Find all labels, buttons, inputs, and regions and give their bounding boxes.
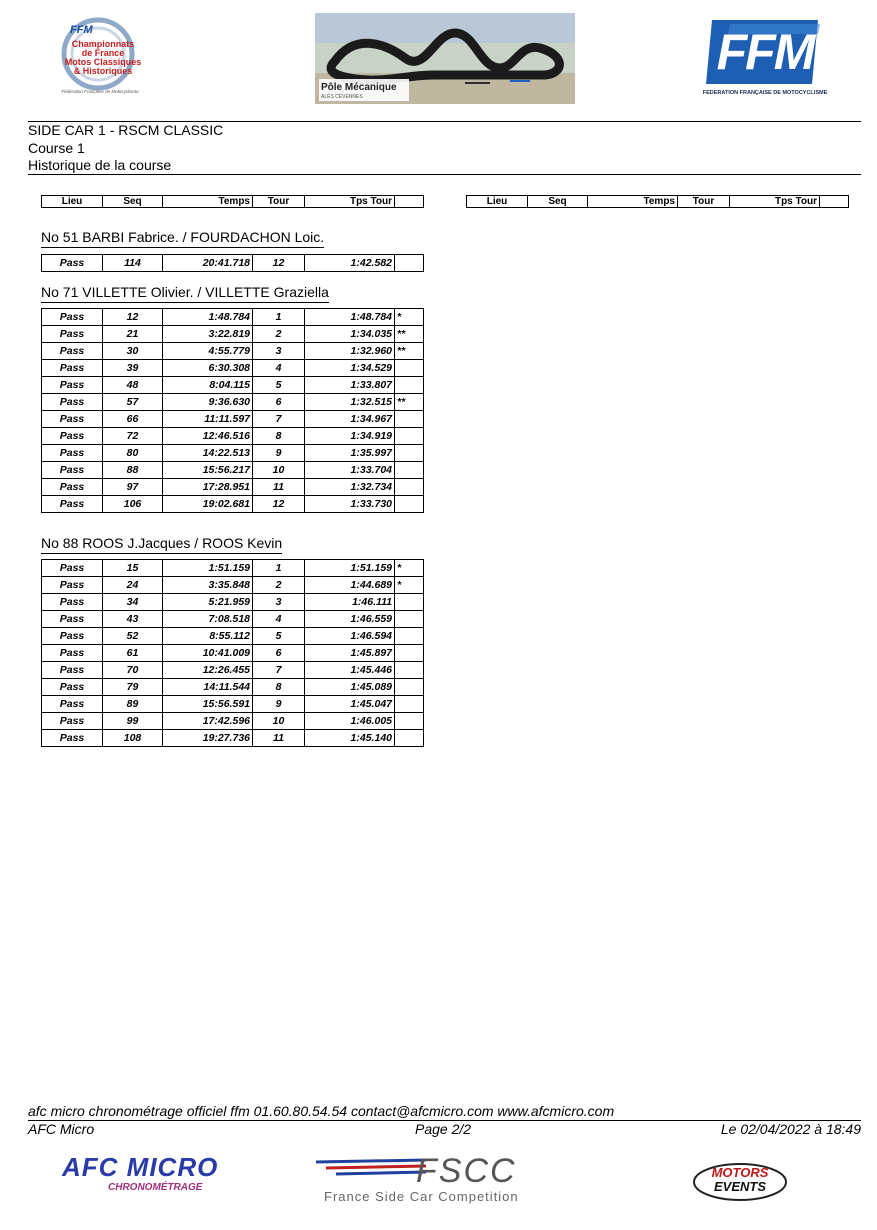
col-lieu: Lieu — [467, 196, 528, 208]
lap-row — [42, 445, 424, 462]
lap-temps: 12:46.516 — [163, 428, 253, 445]
lap-row — [42, 577, 424, 594]
ffm-brand-text: FFM — [716, 24, 814, 80]
lap-best-flag — [395, 462, 424, 479]
logo-ffm-text: FFM — [70, 24, 93, 36]
footer-contact: afc micro chronométrage officiel ffm 01.60.80.54.54 contact@afcmicro.com www.afcmicro.com — [28, 1103, 615, 1119]
race-course-title: Course 1 — [28, 140, 85, 156]
afc-micro-logo — [62, 1152, 237, 1202]
lap-temps: 5:21.959 — [163, 594, 253, 611]
lap-seq: 34 — [103, 594, 163, 611]
lap-tps-tour: 1:45.140 — [305, 730, 395, 747]
lap-temps: 15:56.591 — [163, 696, 253, 713]
lap-tour: 3 — [253, 594, 305, 611]
lap-tour: 7 — [253, 662, 305, 679]
motors-text: MOTORS — [711, 1165, 769, 1180]
ffm-logo — [700, 14, 830, 104]
lap-tour: 7 — [253, 411, 305, 428]
lap-tour: 5 — [253, 628, 305, 645]
lap-temps: 19:02.681 — [163, 496, 253, 513]
lap-best-flag — [395, 594, 424, 611]
lap-tour: 2 — [253, 577, 305, 594]
col-seq: Seq — [528, 196, 588, 208]
lap-row — [42, 713, 424, 730]
lap-seq: 108 — [103, 730, 163, 747]
col-lieu: Lieu — [42, 196, 103, 208]
lap-temps: 3:35.848 — [163, 577, 253, 594]
lap-tour: 9 — [253, 696, 305, 713]
lap-temps: 17:28.951 — [163, 479, 253, 496]
header-rule-bottom — [28, 174, 861, 175]
lap-lieu: Pass — [42, 326, 103, 343]
lap-best-flag: ** — [395, 343, 424, 360]
lap-seq: 21 — [103, 326, 163, 343]
lap-tour: 3 — [253, 343, 305, 360]
col-tour: Tour — [253, 196, 305, 208]
lap-tps-tour: 1:34.919 — [305, 428, 395, 445]
lap-row — [42, 428, 424, 445]
fscc-logo — [316, 1152, 602, 1207]
lap-tps-tour: 1:33.704 — [305, 462, 395, 479]
lap-lieu: Pass — [42, 394, 103, 411]
lap-row — [42, 662, 424, 679]
lap-temps: 17:42.596 — [163, 713, 253, 730]
ffm-championnats-logo — [40, 14, 160, 102]
lap-row — [42, 496, 424, 513]
lap-best-flag — [395, 360, 424, 377]
lap-lieu: Pass — [42, 360, 103, 377]
lap-seq: 106 — [103, 496, 163, 513]
lap-seq: 39 — [103, 360, 163, 377]
lap-tps-tour: 1:48.784 — [305, 309, 395, 326]
fscc-sub: France Side Car Competition — [324, 1189, 519, 1204]
col-flag — [820, 196, 849, 208]
lap-seq: 30 — [103, 343, 163, 360]
lap-tour: 12 — [253, 255, 305, 272]
lap-tps-tour: 1:45.897 — [305, 645, 395, 662]
lap-temps: 11:11.597 — [163, 411, 253, 428]
lap-seq: 88 — [103, 462, 163, 479]
lap-seq: 114 — [103, 255, 163, 272]
col-tps-tour: Tps Tour — [305, 196, 395, 208]
lap-temps: 1:48.784 — [163, 309, 253, 326]
lap-tps-tour: 1:34.035 — [305, 326, 395, 343]
lap-best-flag: ** — [395, 394, 424, 411]
lap-temps: 20:41.718 — [163, 255, 253, 272]
lap-seq: 66 — [103, 411, 163, 428]
lap-lieu: Pass — [42, 577, 103, 594]
lap-tour: 4 — [253, 360, 305, 377]
lap-lieu: Pass — [42, 560, 103, 577]
lap-row — [42, 394, 424, 411]
lap-row — [42, 255, 424, 272]
lap-lieu: Pass — [42, 645, 103, 662]
lap-tour: 11 — [253, 730, 305, 747]
lap-lieu: Pass — [42, 343, 103, 360]
lap-tps-tour: 1:44.689 — [305, 577, 395, 594]
lap-lieu: Pass — [42, 255, 103, 272]
lap-tour: 1 — [253, 560, 305, 577]
lap-row — [42, 309, 424, 326]
lap-tour: 11 — [253, 479, 305, 496]
lap-best-flag — [395, 679, 424, 696]
lap-row — [42, 679, 424, 696]
lap-tps-tour: 1:45.089 — [305, 679, 395, 696]
lap-lieu: Pass — [42, 594, 103, 611]
lap-tour: 4 — [253, 611, 305, 628]
lap-lieu: Pass — [42, 462, 103, 479]
lap-tps-tour: 1:46.005 — [305, 713, 395, 730]
lap-tour: 2 — [253, 326, 305, 343]
lap-tps-tour: 1:45.047 — [305, 696, 395, 713]
footer-company: AFC Micro — [28, 1121, 95, 1137]
lap-lieu: Pass — [42, 679, 103, 696]
lap-row — [42, 696, 424, 713]
lap-best-flag — [395, 696, 424, 713]
lap-tps-tour: 1:46.111 — [305, 594, 395, 611]
lap-row — [42, 594, 424, 611]
lap-tps-tour: 1:42.582 — [305, 255, 395, 272]
race-history-title: Historique de la course — [28, 157, 172, 173]
lap-temps: 12:26.455 — [163, 662, 253, 679]
fscc-brand: FSCC — [416, 1152, 517, 1190]
lap-seq: 97 — [103, 479, 163, 496]
lap-best-flag — [395, 662, 424, 679]
lap-seq: 24 — [103, 577, 163, 594]
lap-best-flag: * — [395, 577, 424, 594]
lap-tour: 10 — [253, 462, 305, 479]
footer-date: Le 02/04/2022 à 18:49 — [720, 1121, 861, 1137]
lap-row — [42, 730, 424, 747]
lap-row — [42, 462, 424, 479]
lap-row — [42, 628, 424, 645]
lap-seq: 61 — [103, 645, 163, 662]
lap-tps-tour: 1:46.559 — [305, 611, 395, 628]
lap-best-flag — [395, 445, 424, 462]
lap-best-flag — [395, 645, 424, 662]
col-seq: Seq — [103, 196, 163, 208]
lap-lieu: Pass — [42, 713, 103, 730]
lap-row — [42, 611, 424, 628]
lap-lieu: Pass — [42, 730, 103, 747]
lap-best-flag — [395, 255, 424, 272]
rider-heading-88: No 88 ROOS J.Jacques / ROOS Kevin — [41, 535, 282, 554]
lap-lieu: Pass — [42, 628, 103, 645]
lap-temps: 14:22.513 — [163, 445, 253, 462]
events-text: EVENTS — [713, 1179, 766, 1194]
lap-row — [42, 326, 424, 343]
ales-cevennes-text: ALÈS CÉVENNES — [321, 94, 363, 100]
lap-table-71 — [41, 308, 424, 513]
lap-seq: 15 — [103, 560, 163, 577]
lap-lieu: Pass — [42, 428, 103, 445]
pole-mecanique-text: Pôle Mécanique — [321, 82, 397, 93]
motors-events-logo — [690, 1160, 790, 1205]
lap-best-flag: * — [395, 560, 424, 577]
col-temps: Temps — [163, 196, 253, 208]
lap-seq: 52 — [103, 628, 163, 645]
pole-mecanique-track-logo — [315, 13, 575, 104]
lap-best-flag — [395, 611, 424, 628]
afc-micro-sub: CHRONOMÉTRAGE — [108, 1182, 203, 1193]
lap-tps-tour: 1:32.515 — [305, 394, 395, 411]
logo-federation-text: Fédération Française de Motocyclisme — [61, 89, 139, 94]
lap-temps: 7:08.518 — [163, 611, 253, 628]
lap-temps: 8:55.112 — [163, 628, 253, 645]
lap-tour: 1 — [253, 309, 305, 326]
lap-tour: 5 — [253, 377, 305, 394]
lap-lieu: Pass — [42, 662, 103, 679]
lap-lieu: Pass — [42, 479, 103, 496]
lap-row — [42, 377, 424, 394]
lap-temps: 3:22.819 — [163, 326, 253, 343]
lap-temps: 1:51.159 — [163, 560, 253, 577]
lap-temps: 6:30.308 — [163, 360, 253, 377]
lap-best-flag — [395, 411, 424, 428]
lap-tps-tour: 1:34.529 — [305, 360, 395, 377]
col-tps-tour: Tps Tour — [730, 196, 820, 208]
rider-heading-71: No 71 VILLETTE Olivier. / VILLETTE Graziella — [41, 284, 329, 303]
lap-tps-tour: 1:34.967 — [305, 411, 395, 428]
lap-tour: 6 — [253, 645, 305, 662]
lap-best-flag — [395, 428, 424, 445]
lap-tour: 8 — [253, 679, 305, 696]
lap-row — [42, 411, 424, 428]
lap-seq: 99 — [103, 713, 163, 730]
lap-seq: 79 — [103, 679, 163, 696]
logo-championnat-text: Championnats de France Motos Classiques & Historiques — [64, 39, 142, 76]
lap-seq: 80 — [103, 445, 163, 462]
lap-tour: 9 — [253, 445, 305, 462]
ffm-federation-text: FEDERATION FRANÇAISE DE MOTOCYCLISME — [702, 90, 828, 96]
lap-temps: 8:04.115 — [163, 377, 253, 394]
lap-best-flag — [395, 730, 424, 747]
lap-row — [42, 560, 424, 577]
lap-best-flag: * — [395, 309, 424, 326]
column-header-left — [41, 195, 424, 208]
afc-micro-brand: AFC MICRO — [62, 1152, 219, 1182]
lap-seq: 12 — [103, 309, 163, 326]
lap-tps-tour: 1:33.730 — [305, 496, 395, 513]
lap-seq: 48 — [103, 377, 163, 394]
lap-table-88 — [41, 559, 424, 747]
lap-best-flag — [395, 628, 424, 645]
lap-tps-tour: 1:46.594 — [305, 628, 395, 645]
lap-tps-tour: 1:51.159 — [305, 560, 395, 577]
lap-lieu: Pass — [42, 445, 103, 462]
lap-lieu: Pass — [42, 411, 103, 428]
lap-tps-tour: 1:32.734 — [305, 479, 395, 496]
lap-temps: 9:36.630 — [163, 394, 253, 411]
lap-tps-tour: 1:32.960 — [305, 343, 395, 360]
lap-best-flag — [395, 377, 424, 394]
lap-tour: 6 — [253, 394, 305, 411]
race-category-title: SIDE CAR 1 - RSCM CLASSIC — [28, 122, 224, 138]
lap-best-flag: ** — [395, 326, 424, 343]
lap-tps-tour: 1:33.807 — [305, 377, 395, 394]
lap-temps: 15:56.217 — [163, 462, 253, 479]
lap-best-flag — [395, 713, 424, 730]
lap-row — [42, 645, 424, 662]
lap-table-51 — [41, 254, 424, 272]
lap-tour: 8 — [253, 428, 305, 445]
lap-tps-tour: 1:35.997 — [305, 445, 395, 462]
lap-seq: 72 — [103, 428, 163, 445]
rider-heading-51: No 51 BARBI Fabrice. / FOURDACHON Loic. — [41, 229, 324, 248]
lap-row — [42, 479, 424, 496]
lap-temps: 14:11.544 — [163, 679, 253, 696]
lap-lieu: Pass — [42, 496, 103, 513]
lap-temps: 19:27.736 — [163, 730, 253, 747]
lap-best-flag — [395, 496, 424, 513]
footer-page-number: Page 2/2 — [415, 1121, 472, 1137]
lap-seq: 57 — [103, 394, 163, 411]
lap-seq: 89 — [103, 696, 163, 713]
lap-tour: 12 — [253, 496, 305, 513]
col-temps: Temps — [588, 196, 678, 208]
lap-lieu: Pass — [42, 611, 103, 628]
lap-seq: 43 — [103, 611, 163, 628]
lap-lieu: Pass — [42, 309, 103, 326]
lap-row — [42, 343, 424, 360]
lap-best-flag — [395, 479, 424, 496]
lap-lieu: Pass — [42, 696, 103, 713]
lap-tour: 10 — [253, 713, 305, 730]
col-tour: Tour — [678, 196, 730, 208]
lap-tps-tour: 1:45.446 — [305, 662, 395, 679]
column-header-right — [466, 195, 849, 208]
col-flag — [395, 196, 424, 208]
lap-row — [42, 360, 424, 377]
lap-temps: 10:41.009 — [163, 645, 253, 662]
lap-seq: 70 — [103, 662, 163, 679]
lap-temps: 4:55.779 — [163, 343, 253, 360]
lap-lieu: Pass — [42, 377, 103, 394]
